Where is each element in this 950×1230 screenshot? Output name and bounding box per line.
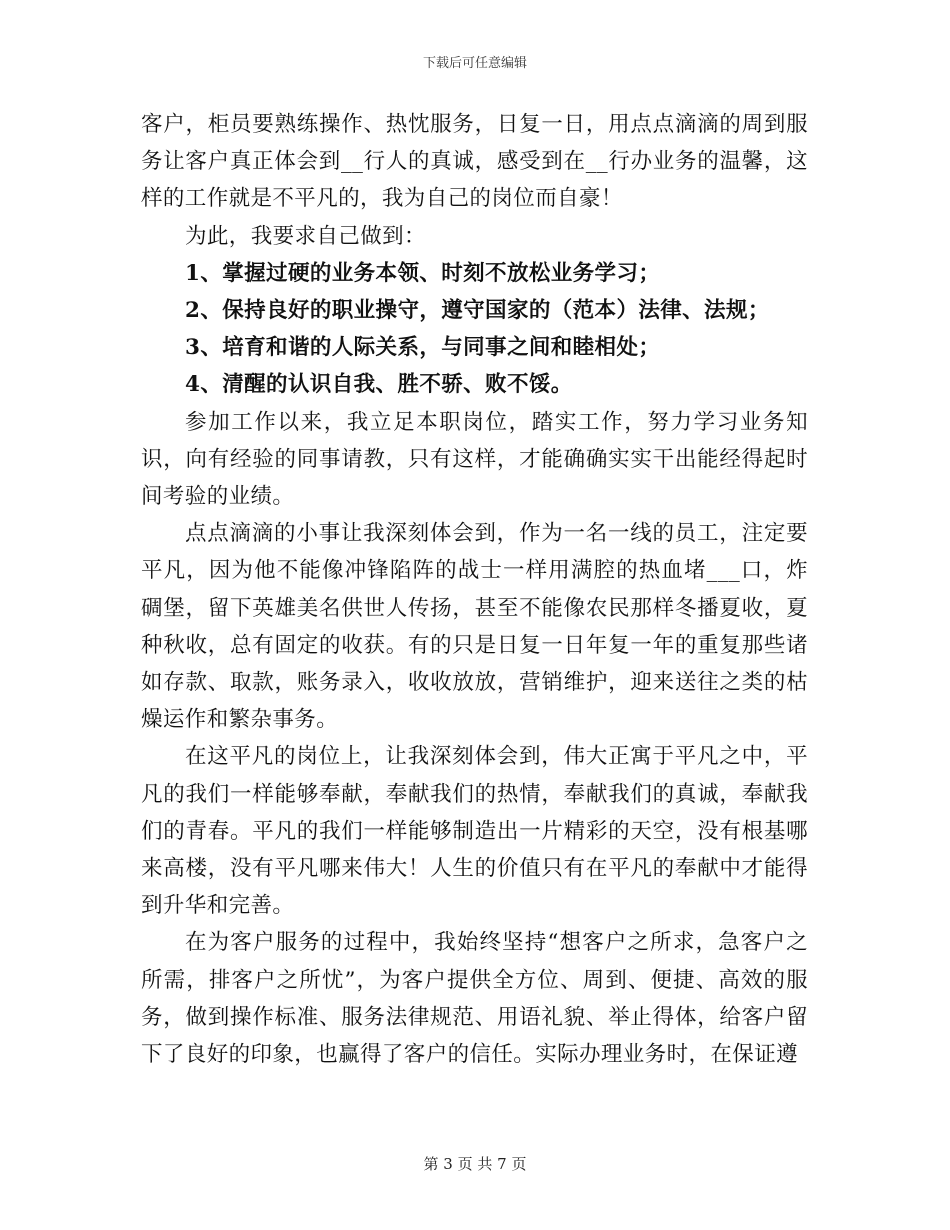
paragraph-work-since: 参加工作以来，我立足本职岗位，踏实工作，努力学习业务知识，向有经验的同事请教，只有这样，才能确确实实干出能经得起时间考验的业绩。 xyxy=(141,409,808,510)
paragraph-small-things: 点点滴滴的小事让我深刻体会到，作为一名一线的员工，注定要平凡，因为他不能像冲锋陷阵的战士一样用满腔的热血堵___口，炸碉堡，留下英雄美名供世人传扬，甚至不能像农民那样冬播夏收，夏种秋收，总有固定的收获。有的只是日复一日年复一年的重复那些诸如存款、取款，账务录入，收收放放，营销维护，迎来送往之类的枯燥运作和繁杂事务。 xyxy=(141,521,808,733)
paragraph-intro-list: 为此，我要求自己做到： xyxy=(185,223,426,249)
page-header: 下载后可任意编辑 xyxy=(422,56,527,71)
list-item-4: 4、清醒的认识自我、胜不骄、败不馁。 xyxy=(185,372,573,398)
list-item-3: 3、培育和谐的人际关系，与同事之间和睦相处； xyxy=(185,335,661,361)
page-footer: 第 3 页 共 7 页 xyxy=(423,1155,527,1173)
list-item-2: 2、保持良好的职业操守，遵守国家的（范本）法律、法规； xyxy=(185,298,770,324)
document-body xyxy=(141,106,808,1073)
paragraph-continued: 客户，柜员要熟练操作、热忱服务，日复一日，用点点滴滴的周到服务让客户真正体会到__行人的真诚，感受到在__行办业务的温馨，这样的工作就是不平凡的，我为自己的岗位而自豪！ xyxy=(141,112,808,212)
list-item-1: 1、掌握过硬的业务本领、时刻不放松业务学习； xyxy=(185,260,661,286)
paragraph-ordinary-post: 在这平凡的岗位上，让我深刻体会到，伟大正寓于平凡之中，平凡的我们一样能够奉献，奉献我们的热情，奉献我们的真诚，奉献我们的青春。平凡的我们一样能够制造出一片精彩的天空，没有根基哪来高楼，没有平凡哪来伟大！人生的价值只有在平凡的奉献中才能得到升华和完善。 xyxy=(141,744,808,919)
paragraph-customer-service: 在为客户服务的过程中，我始终坚持“想客户之所求，急客户之所需，排客户之所忧”，为客户提供全方位、周到、便捷、高效的服务，做到操作标准、服务法律规范、用语礼貌、举止得体，给客户留下了良好的印象，也赢得了客户的信任。实际办理业务时，在保证遵 xyxy=(141,930,808,1068)
